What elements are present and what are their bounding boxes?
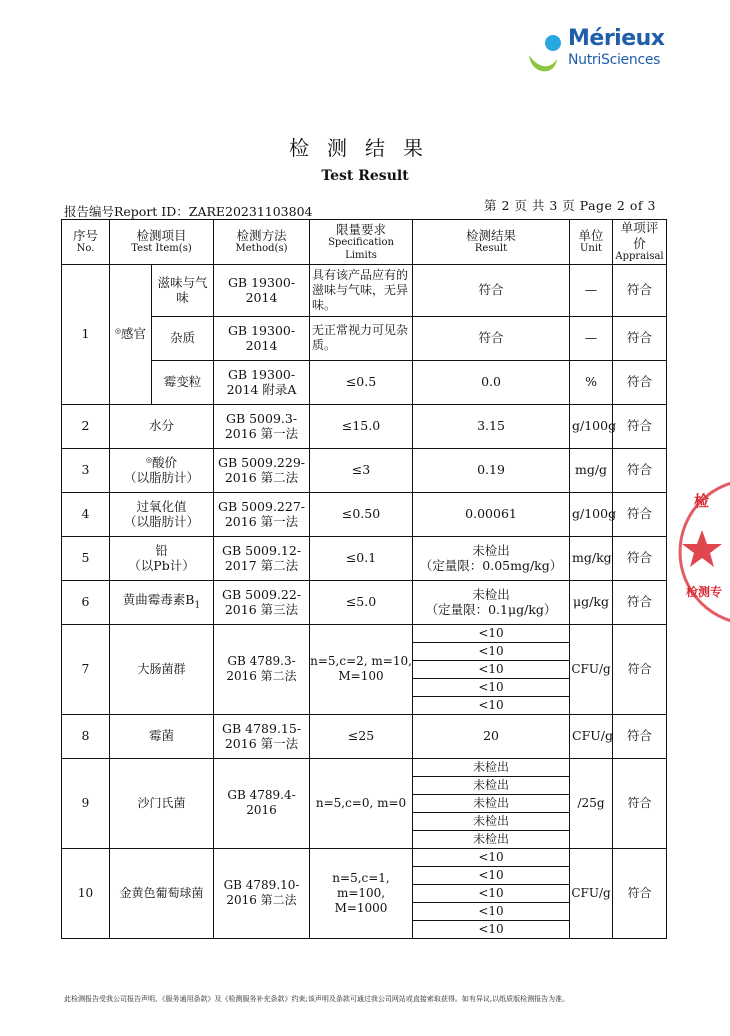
table-header bbox=[62, 220, 667, 265]
unit-cell: CFU/g bbox=[570, 624, 613, 714]
result-cell: 未检出 bbox=[413, 776, 570, 794]
row-no: 7 bbox=[62, 624, 110, 714]
logo-brand: Mérieux bbox=[568, 26, 665, 51]
result-cell: <10 bbox=[413, 642, 570, 660]
unit-cell: CFU/g bbox=[570, 714, 613, 758]
method-cell: GB 5009.22-2016 第三法 bbox=[214, 580, 310, 624]
result-cell: <10 bbox=[413, 660, 570, 678]
row-no: 4 bbox=[62, 492, 110, 536]
unit-cell: — bbox=[570, 264, 613, 316]
item-cell: 水分 bbox=[110, 404, 214, 448]
report-id: 报告编号Report ID：ZARE20231103804 bbox=[64, 204, 313, 219]
item-cell: 滋味与气味 bbox=[152, 264, 214, 316]
result-cell: <10 bbox=[413, 848, 570, 866]
method-cell: GB 19300-2014 bbox=[214, 264, 310, 316]
header-no: 序号 No. bbox=[62, 220, 110, 265]
row-no: 6 bbox=[62, 580, 110, 624]
result-cell: 3.15 bbox=[413, 404, 570, 448]
method-cell: GB 4789.4-2016 bbox=[214, 758, 310, 848]
unit-cell: CFU/g bbox=[570, 848, 613, 938]
header-method: 检测方法 Method(s) bbox=[214, 220, 310, 265]
table-row bbox=[62, 264, 667, 316]
page-title-en: Test Result bbox=[321, 168, 409, 184]
item-cell: 杂质 bbox=[152, 316, 214, 360]
unit-cell: % bbox=[570, 360, 613, 404]
result-cell: <10 bbox=[413, 920, 570, 938]
result-cell: 0.00061 bbox=[413, 492, 570, 536]
method-cell: GB 4789.10-2016 第二法 bbox=[214, 848, 310, 938]
unit-cell: g/100g bbox=[570, 404, 613, 448]
method-cell: GB 5009.3-2016 第一法 bbox=[214, 404, 310, 448]
spec-cell: 无正常视力可见杂质。 bbox=[310, 316, 413, 360]
item-cell: 黄曲霉毒素$B_1$ bbox=[110, 580, 214, 624]
group-cell: ◎感官 bbox=[110, 264, 152, 404]
header-unit: 单位 Unit bbox=[570, 220, 613, 265]
result-cell: <10 bbox=[413, 902, 570, 920]
item-cell: 铅 （以Pb计） bbox=[110, 536, 214, 580]
appraisal-cell: 符合 bbox=[613, 360, 667, 404]
spec-cell: ≤3 bbox=[310, 448, 413, 492]
table-row bbox=[62, 316, 667, 360]
result-cell: <10 bbox=[413, 678, 570, 696]
result-cell: <10 bbox=[413, 624, 570, 642]
item-cell: 大肠菌群 bbox=[110, 624, 214, 714]
appraisal-cell: 符合 bbox=[613, 264, 667, 316]
appraisal-cell: 符合 bbox=[613, 448, 667, 492]
appraisal-cell: 符合 bbox=[613, 758, 667, 848]
method-cell: GB 5009.12-2017 第二法 bbox=[214, 536, 310, 580]
table-row bbox=[62, 492, 667, 536]
table-row bbox=[62, 448, 667, 492]
results-table bbox=[61, 219, 667, 939]
spec-cell: ≤15.0 bbox=[310, 404, 413, 448]
spec-cell: ≤0.50 bbox=[310, 492, 413, 536]
item-cell: ◎酸价 （以脂肪计） bbox=[110, 448, 214, 492]
method-cell: GB 5009.229-2016 第二法 bbox=[214, 448, 310, 492]
header-appraisal: 单项评价 Appraisal bbox=[613, 220, 667, 265]
appraisal-cell: 符合 bbox=[613, 848, 667, 938]
item-cell: 霉变粒 bbox=[152, 360, 214, 404]
table-row bbox=[62, 758, 667, 776]
spec-cell: ≤5.0 bbox=[310, 580, 413, 624]
result-cell: <10 bbox=[413, 696, 570, 714]
result-cell: 未检出 （定量限：0.1μg/kg） bbox=[413, 580, 570, 624]
header-spec: 限量要求 Specification Limits bbox=[310, 220, 413, 265]
stamp-text-top: 检 bbox=[694, 492, 710, 510]
stamp-text-bottom: 检测专 bbox=[686, 585, 723, 599]
spec-cell: n=5,c=1, m=100, M=1000 bbox=[310, 848, 413, 938]
table-row bbox=[62, 624, 667, 642]
appraisal-cell: 符合 bbox=[613, 316, 667, 360]
row-no: 3 bbox=[62, 448, 110, 492]
table-row bbox=[62, 714, 667, 758]
logo-sub: NutriSciences bbox=[568, 52, 661, 68]
unit-cell: mg/kg bbox=[570, 536, 613, 580]
method-cell: GB 5009.227-2016 第一法 bbox=[214, 492, 310, 536]
result-cell: 未检出 bbox=[413, 830, 570, 848]
result-cell: 未检出 （定量限：0.05mg/kg） bbox=[413, 536, 570, 580]
table-row bbox=[62, 360, 667, 404]
result-cell: 未检出 bbox=[413, 812, 570, 830]
row-no: 9 bbox=[62, 758, 110, 848]
spec-cell: n=5,c=0, m=0 bbox=[310, 758, 413, 848]
result-cell: 0.0 bbox=[413, 360, 570, 404]
table-row bbox=[62, 536, 667, 580]
result-cell: <10 bbox=[413, 884, 570, 902]
header-result: 检测结果 Result bbox=[413, 220, 570, 265]
method-cell: GB 4789.15-2016 第一法 bbox=[214, 714, 310, 758]
appraisal-cell: 符合 bbox=[613, 624, 667, 714]
spec-cell: ≤0.5 bbox=[310, 360, 413, 404]
result-cell: <10 bbox=[413, 866, 570, 884]
item-cell: 霉菌 bbox=[110, 714, 214, 758]
row-no: 5 bbox=[62, 536, 110, 580]
row-no: 1 bbox=[62, 264, 110, 404]
appraisal-cell: 符合 bbox=[613, 492, 667, 536]
item-cell: 沙门氏菌 bbox=[110, 758, 214, 848]
unit-cell: μg/kg bbox=[570, 580, 613, 624]
appraisal-cell: 符合 bbox=[613, 404, 667, 448]
unit-cell: — bbox=[570, 316, 613, 360]
unit-cell: mg/g bbox=[570, 448, 613, 492]
method-cell: GB 4789.3-2016 第二法 bbox=[214, 624, 310, 714]
table-row bbox=[62, 848, 667, 866]
row-no: 2 bbox=[62, 404, 110, 448]
appraisal-cell: 符合 bbox=[613, 580, 667, 624]
row-no: 8 bbox=[62, 714, 110, 758]
item-cell: 过氧化值 （以脂肪计） bbox=[110, 492, 214, 536]
result-cell: 0.19 bbox=[413, 448, 570, 492]
item-cell: 金黄色葡萄球菌 bbox=[110, 848, 214, 938]
spec-cell: 具有该产品应有的滋味与气味，无异味。 bbox=[310, 264, 413, 316]
spec-cell: n=5,c=2, m=10, M=100 bbox=[310, 624, 413, 714]
table-row bbox=[62, 404, 667, 448]
result-cell: 20 bbox=[413, 714, 570, 758]
footer-disclaimer: 此检测报告受我公司报告声明、《服务通用条款》及《检测服务补充条款》约束;该声明及条款可通过我公司网站或直接索取获得。如有异议,以纸质版检测报告为准。 bbox=[64, 995, 570, 1003]
result-cell: 符合 bbox=[413, 264, 570, 316]
spec-cell: ≤0.1 bbox=[310, 536, 413, 580]
method-cell: GB 19300-2014 bbox=[214, 316, 310, 360]
page-number: 第 2 页 共 3 页 Page 2 of 3 bbox=[484, 198, 656, 213]
result-cell: 符合 bbox=[413, 316, 570, 360]
method-cell: GB 19300-2014 附录A bbox=[214, 360, 310, 404]
appraisal-cell: 符合 bbox=[613, 714, 667, 758]
result-cell: 未检出 bbox=[413, 758, 570, 776]
page-title-cn: 检测结果 bbox=[289, 136, 441, 160]
row-no: 10 bbox=[62, 848, 110, 938]
unit-cell: /25g bbox=[570, 758, 613, 848]
appraisal-cell: 符合 bbox=[613, 536, 667, 580]
header-item: 检测项目 Test Item(s) bbox=[110, 220, 214, 265]
spec-cell: ≤25 bbox=[310, 714, 413, 758]
result-cell: 未检出 bbox=[413, 794, 570, 812]
table-row bbox=[62, 580, 667, 624]
unit-cell: g/100g bbox=[570, 492, 613, 536]
